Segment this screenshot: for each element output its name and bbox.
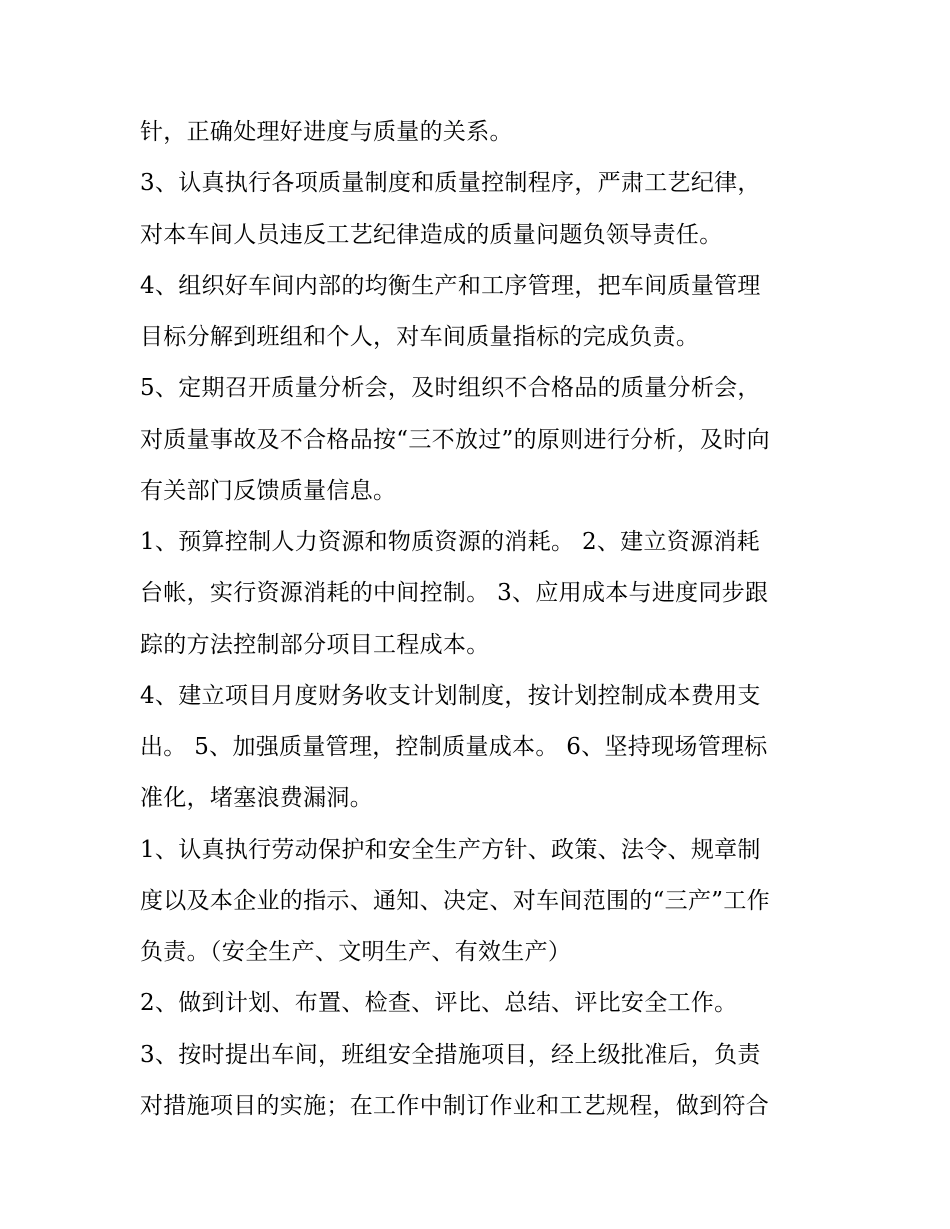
text-line: 2、做到计划、布置、检查、评比、总结、评比安全工作。 — [140, 990, 738, 1017]
text-line: 度以及本企业的指示、通知、决定、对车间范围的“三产”工作 — [140, 887, 770, 914]
text-line: 1、预算控制人力资源和物质资源的消耗。 2、建立资源消耗 — [140, 529, 760, 555]
text-line: 4、建立项目月度财务收支计划制度，按计划控制成本费用支 — [140, 682, 761, 709]
text-line: 有关部门反馈质量信息。 — [140, 477, 397, 504]
text-line: 对措施项目的实施；在工作中制订作业和工艺规程，做到符合 — [140, 1092, 770, 1119]
text-line: 出。 5、加强质量管理，控制质量成本。 6、坚持现场管理标 — [140, 734, 768, 760]
text-line: 1、认真执行劳动保护和安全生产方针、政策、法令、规章制 — [140, 836, 761, 863]
text-line: 对质量事故及不合格品按“三不放过”的原则进行分析，及时向 — [140, 426, 770, 453]
text-line: 负责。（安全生产、文明生产、有效生产） — [140, 939, 572, 965]
text-line: 台帐，实行资源消耗的中间控制。 3、应用成本与进度同步跟 — [140, 580, 769, 607]
text-line: 踪的方法控制部分项目工程成本。 — [140, 631, 490, 658]
document-body — [140, 107, 820, 1132]
text-line: 5、定期召开质量分析会，及时组织不合格品的质量分析会， — [140, 375, 761, 402]
text-line: 目标分解到班组和个人，对车间质量指标的完成负责。 — [140, 324, 700, 350]
text-line: 对本车间人员违反工艺纪律造成的质量问题负领导责任。 — [140, 221, 723, 248]
text-line: 3、按时提出车间，班组安全措施项目，经上级批准后，负责 — [140, 1041, 761, 1068]
text-line: 3、认真执行各项质量制度和质量控制程序，严肃工艺纪律， — [140, 170, 761, 197]
text-line: 针，正确处理好进度与质量的关系。 — [140, 119, 513, 145]
text-line: 准化，堵塞浪费漏洞。 — [140, 785, 373, 812]
text-line: 4、组织好车间内部的均衡生产和工序管理，把车间质量管理 — [140, 272, 761, 299]
